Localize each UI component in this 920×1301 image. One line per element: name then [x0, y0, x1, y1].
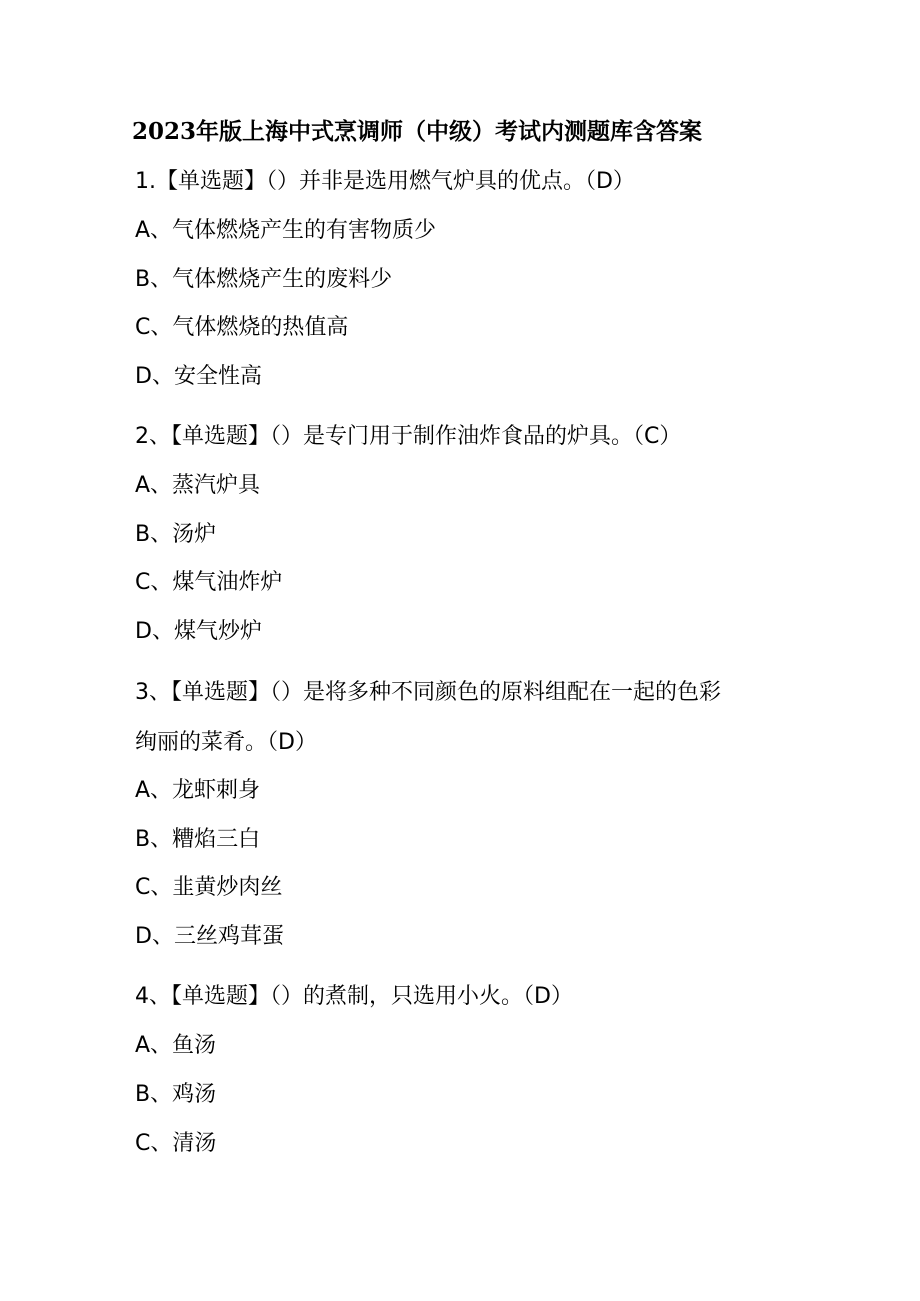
question-2-option-c: C、煤气油炸炉	[135, 570, 283, 595]
question-1-option-d: D、安全性高	[135, 364, 262, 389]
question-3-option-a: A、龙虾刺身	[135, 778, 261, 803]
question-3-option-c: C、韭黄炒肉丝	[135, 875, 283, 900]
question-1-option-b: B、气体燃烧产生的废料少	[135, 267, 393, 292]
question-4-option-c: C、清汤	[135, 1131, 217, 1156]
question-1-option-a: A、气体燃烧产生的有害物质少	[135, 218, 437, 243]
question-3-stem-line-2: 绚丽的菜肴。（D）	[135, 730, 317, 755]
question-4-option-b: B、鸡汤	[135, 1082, 217, 1107]
question-2-stem: 2、【单选题】（）是专门用于制作油炸食品的炉具。（C）	[135, 424, 682, 449]
question-2-option-b: B、汤炉	[135, 522, 217, 547]
question-3-option-b: B、糟焰三白	[135, 827, 261, 852]
document-title: 2023年版上海中式烹调师（中级）考试内测题库含答案	[132, 118, 703, 145]
question-1-stem: 1.【单选题】（）并非是选用燃气炉具的优点。（D）	[135, 169, 635, 194]
question-4-option-a: A、鱼汤	[135, 1033, 217, 1058]
question-3-stem-line-1: 3、【单选题】（）是将多种不同颜色的原料组配在一起的色彩	[135, 680, 721, 705]
question-4-stem: 4、【单选题】（）的煮制，只选用小火。（D）	[135, 984, 573, 1009]
question-2-option-a: A、蒸汽炉具	[135, 473, 261, 498]
question-1-option-c: C、气体燃烧的热值高	[135, 315, 349, 340]
question-3-option-d: D、三丝鸡茸蛋	[135, 924, 284, 949]
question-2-option-d: D、煤气炒炉	[135, 619, 262, 644]
